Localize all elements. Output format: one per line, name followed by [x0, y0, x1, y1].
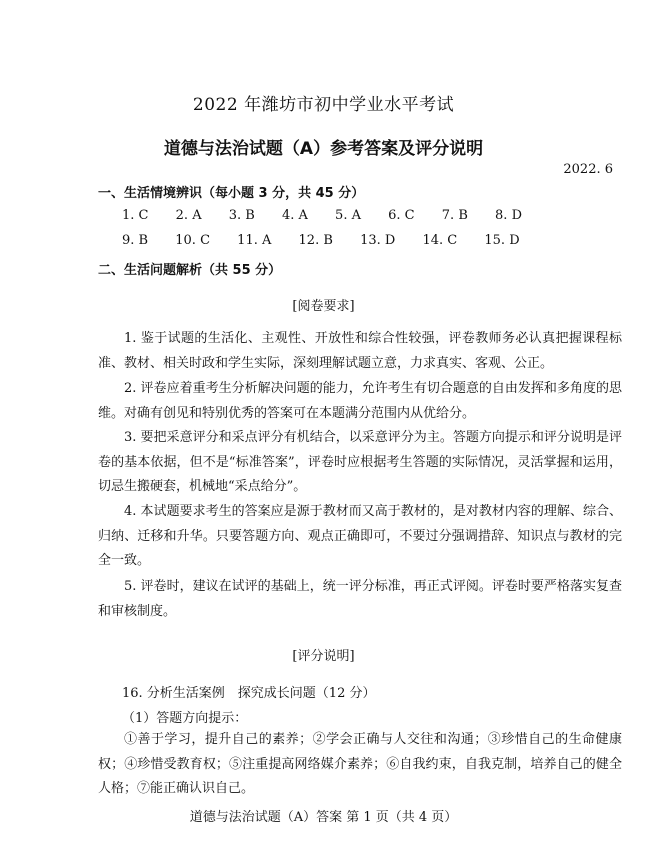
question-16-answer-points: ①善于学习，提升自己的素养；②学会正确与人交往和沟通；③珍惜自己的生命健康权；④珍惜受教育权；⑤注重提高网络媒介素养；⑥自我约束，自我克制，培养自己的健全人格；⑦能正确认识自己。 [98, 732, 622, 796]
section2-heading: 二、生活问题解析（共 55 分） [98, 263, 282, 278]
question-16-title: 16. 分析生活案例 探究成长问题（12 分） [122, 686, 376, 701]
answers-row-1 [122, 208, 545, 223]
answer-item: 10. C [175, 233, 211, 248]
requirement-item: 2. 评卷应着重考生分析解决问题的能力，允许考生有切合题意的自由发挥和多角度的思维。对确有创见和特别优秀的答案可在本题满分范围内从优给分。 [98, 381, 622, 421]
answer-item: 15. D [484, 233, 520, 248]
answer-item: 4. A [281, 208, 308, 223]
answer-item: 9. B [122, 233, 149, 248]
requirement-item: 1. 鉴于试题的生活化、主观性、开放性和综合性较强，评卷教师务必认真把握课程标准、教材、相关时政和学生实际，深刻理解试题立意，力求真实、客观、公正。 [98, 331, 622, 371]
answer-key-title: 道德与法治试题（A）参考答案及评分说明 [163, 139, 484, 159]
answer-item: 14. C [422, 233, 458, 248]
answer-item: 12. B [298, 233, 333, 248]
answer-item: 7. B [441, 208, 468, 223]
reading-requirements-heading: [阅卷要求] [292, 299, 355, 314]
requirement-item: 5. 评卷时，建议在试评的基础上，统一评分标准，再正式评阅。评卷时要严格落实复查和审核制度。 [98, 579, 622, 619]
answer-item: 8. D [495, 208, 522, 223]
page-footer: 道德与法治试题（A）答案 第 1 页（共 4 页） [189, 810, 458, 825]
exam-date: 2022. 6 [563, 162, 613, 177]
section1-heading: 一、生活情境辨识（每小题 3 分，共 45 分） [98, 186, 365, 201]
answers-row-2 [122, 233, 543, 248]
answer-item: 1. C [122, 208, 149, 223]
question-16-subheading: （1）答题方向提示： [122, 711, 248, 726]
requirement-item: 3. 要把采意评分和采点评分有机结合，以采意评分为主。答题方向提示和评分说明是评卷的基本依据，但不是“标准答案”，评卷时应根据考生答题的实际情况，灵活掌握和运用，切忌生搬硬套，机械地“采点给分”。 [98, 430, 622, 494]
answer-item: 13. D [360, 233, 396, 248]
requirement-item: 4. 本试题要求考生的答案应是源于教材而又高于教材的，是对教材内容的理解、综合、归纳、迁移和升华。只要答题方向、观点正确即可，不要过分强调措辞、知识点与教材的完全一致。 [98, 504, 622, 568]
exam-title: 2022 年潍坊市初中学业水平考试 [192, 95, 455, 115]
answer-item: 3. B [228, 208, 255, 223]
answer-item: 11. A [237, 233, 272, 248]
answer-item: 5. A [335, 208, 361, 223]
scoring-notes-heading: [评分说明] [292, 649, 355, 664]
answer-item: 6. C [388, 208, 415, 223]
answer-item: 2. A [175, 208, 202, 223]
